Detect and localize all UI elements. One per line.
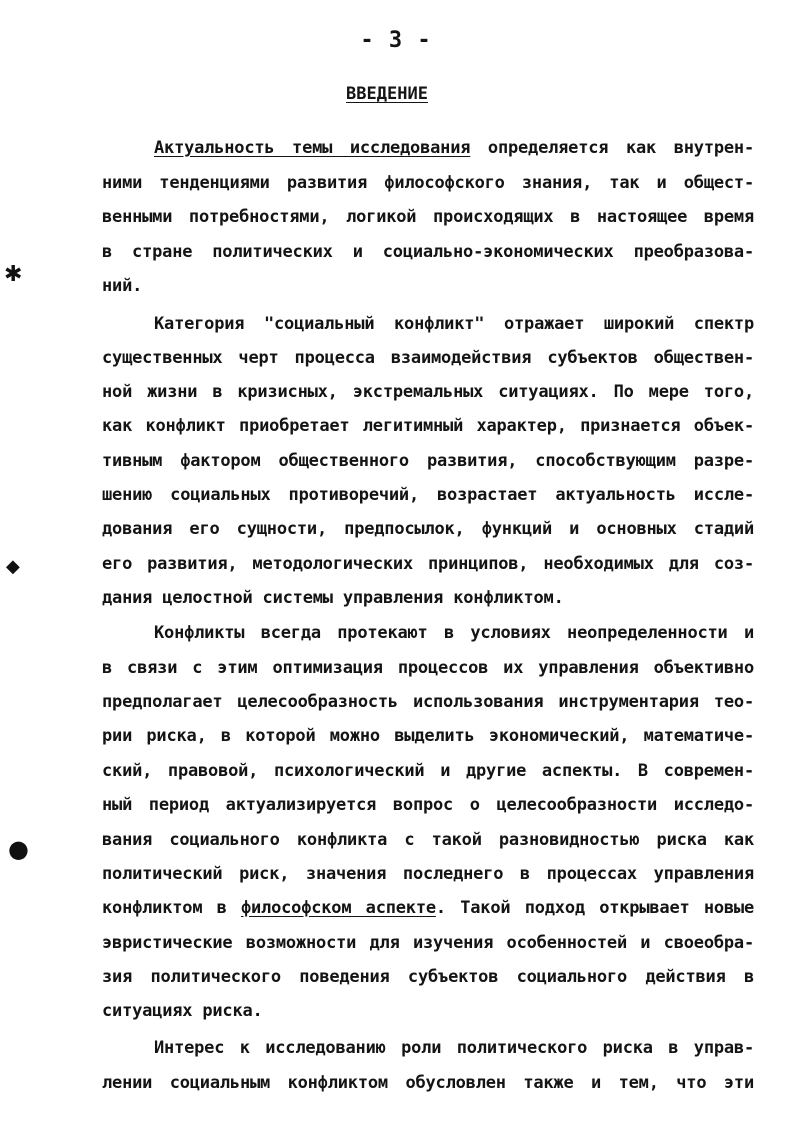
underlined-phrase: философском аспекте bbox=[240, 898, 436, 918]
text-line: предполагает целесообразность использования инструментария тео- bbox=[102, 692, 754, 712]
margin-mark-star: ✱ bbox=[4, 262, 23, 287]
text-line: ситуациях риска. bbox=[102, 1001, 263, 1021]
text-line: эвристические возможности для изучения особенностей и своеобра- bbox=[102, 933, 754, 953]
underlined-phrase: Актуальность темы исследования bbox=[154, 138, 471, 158]
text-line: ними тенденциями развития философского знания, так и общест- bbox=[102, 173, 754, 193]
text-line: дания целостной системы управления конфликтом. bbox=[102, 588, 564, 608]
text-line: венными потребностями, логикой происходящих в настоящее время bbox=[102, 207, 754, 227]
text-line: существенных черт процесса взаимодействия субъектов обществен- bbox=[102, 348, 754, 368]
text-line: как конфликт приобретает легитимный характер, признается объек- bbox=[102, 416, 754, 436]
text-line: рии риска, в которой можно выделить экономический, математиче- bbox=[102, 726, 754, 746]
text-line: Категория "социальный конфликт" отражает широкий спектр bbox=[154, 314, 754, 334]
text-line: в связи с этим оптимизация процессов их управления объективно bbox=[102, 658, 754, 678]
text-line: конфликтом в философском аспекте. Такой подход открывает новые bbox=[102, 898, 754, 918]
text-line: его развития, методологических принципов, необходимых для соз- bbox=[102, 554, 754, 574]
page-number: - 3 - bbox=[360, 28, 432, 53]
text-line: дования его сущности, предпосылок, функций и основных стадий bbox=[102, 519, 754, 539]
margin-mark-blot: ● bbox=[8, 835, 29, 863]
text-line: вания социального конфликта с такой разновидностью риска как bbox=[102, 830, 754, 850]
section-heading: ВВЕДЕНИЕ bbox=[346, 84, 428, 104]
text-line: ной жизни в кризисных, экстремальных ситуациях. По мере того, bbox=[102, 382, 754, 402]
text-line: в стране политических и социально-экономических преобразова- bbox=[102, 242, 754, 262]
text-line: Конфликты всегда протекают в условиях неопределенности и bbox=[154, 623, 754, 643]
text-line: Актуальность темы исследования определяется как внутрен- bbox=[154, 138, 754, 158]
text-line: ний. bbox=[102, 276, 143, 296]
text-line: шению социальных противоречий, возрастает актуальность иссле- bbox=[102, 485, 754, 505]
text-line: лении социальным конфликтом обусловлен также и тем, что эти bbox=[102, 1073, 754, 1093]
text-line: ный период актуализируется вопрос о целесообразности исследо- bbox=[102, 795, 754, 815]
margin-mark-diamond: ◆ bbox=[6, 556, 20, 577]
text-line: тивным фактором общественного развития, способствующим разре- bbox=[102, 451, 754, 471]
text-line: ский, правовой, психологический и другие аспекты. В современ- bbox=[102, 761, 754, 781]
text-line: Интерес к исследованию роли политического риска в управ- bbox=[154, 1038, 754, 1058]
text-line: политический риск, значения последнего в процессах управления bbox=[102, 864, 754, 884]
text-line: зия политического поведения субъектов социального действия в bbox=[102, 967, 754, 987]
